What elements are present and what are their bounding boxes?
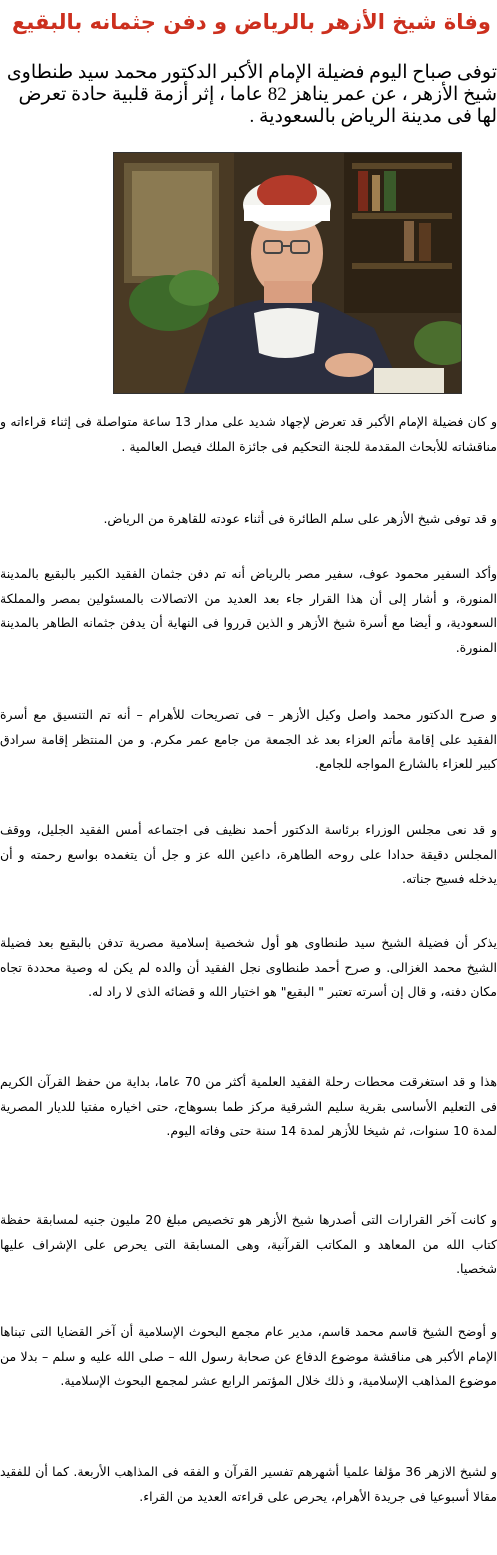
article-paragraph-5: و قد نعى مجلس الوزراء برئاسة الدكتور أحمد نظيف فى اجتماعه أمس الفقيد الجليل، ووقف المجلس دقيقة حدادا على روحه الطاهرة، داعين الله عز و جل أن يتغمده بواسع رحمته و أن يدخله فسيح جناته. [0,822,497,886]
article-paragraph-1: و كان فضيلة الإمام الأكبر قد تعرض لإجهاد شديد على مدار 13 ساعة متواصلة فى إثناء قراءاته و مناقشاته للأبحاث المقدمة للجنة التحكيم فى جائزة الملك فيصل العالمية . [0,414,497,454]
article-paragraph-3: وأكد السفير محمود عوف، سفير مصر بالرياض أنه تم دفن جثمان الفقيد الكبير بالبقيع بالمدينة المنورة، و أشار إلى أن هذا القرار جاء بعد العديد من الاتصالات بالمسئولين بمصر والمملكة السعودية، و أيضا مع أسرة شيخ الأزهر و الذين قرروا فى النهاية أن يدفن جثمانه الطاهر بالمدينة المنورة. [0,566,497,655]
article-title: وفاة شيخ الأزهر بالرياض و دفن جثمانه بالبقيع [12,10,491,34]
article-paragraph-9: و أوضح الشيخ قاسم محمد قاسم، مدير عام مجمع البحوث الإسلامية أن آخر القضايا التى تبناها الإمام الأكبر هى مناقشة موضوع الدفاع عن صحابة رسول الله – صلى الله عليه و سلم – بدلا من موضوع المذاهب الإسلامية، و ذلك خلال المؤتمر الرابع عشر لمجمع البحوث الإسلامية. [0,1324,497,1388]
article-paragraph-8: و كانت آخر القرارات التى أصدرها شيخ الأزهر هو تخصيص مبلغ 20 مليون جنيه لمسابقة حفظة كتاب الله من المعاهد و المكاتب القرآنية، وهى المسابقة التى يحرص على الإشراف عليها شخصيا. [0,1212,497,1276]
article-lead: توفى صباح اليوم فضيلة الإمام الأكبر الدكتور محمد سيد طنطاوى شيخ الأزهر ، عن عمر يناهز 82 عاما ، إثر أزمة قلبية حادة تعرض لها فى مدينة الرياض بالسعودية . [6,62,497,127]
article-paragraph-4: و صرح الدكتور محمد واصل وكيل الأزهر – فى تصريحات للأهرام – أنه تم التنسيق مع أسرة الفقيد على إقامة مأتم العزاء بعد غد الجمعة من جامع عمر مكرم. و من المنتظر إقامة سرادق كبير للعزاء بالشارع المواجه للجامع. [0,707,497,771]
article-paragraph-6: يذكر أن فضيلة الشيخ سيد طنطاوى هو أول شخصية إسلامية مصرية تدفن بالبقيع بعد فضيلة الشيخ محمد الغزالى. و صرح أحمد طنطاوى نجل الفقيد أن والده لم يكن له وصية محددة تجاه مكان دفنه، و قال إن أسرته تعتبر " البقيع" هو اختيار الله و قضائه الذى لا راد له. [0,935,497,999]
article-paragraph-2: و قد توفى شيخ الأزهر على سلم الطائرة فى أثناء عودته للقاهرة من الرياض. [103,511,497,526]
article-photo [113,152,462,394]
article-paragraph-7: هذا و قد استغرقت محطات رحلة الفقيد العلمية أكثر من 70 عاما، بداية من حفظ القرآن الكريم فى التعليم الأساسى بقرية سليم الشرقية مركز طما بسوهاج، حتى اخياره مفتيا للديار المصرية لمدة 10 سنوات، ثم شيخا للأزهر لمدة 14 سنة حتى وفاته اليوم. [0,1074,497,1138]
article-paragraph-10: و لشيخ الازهر 36 مؤلفا علميا أشهرهم تفسير القرآن و الفقه فى المذاهب الأربعة. كما أن للفقيد مقالا أسبوعيا فى جريدة الأهرام، يحرص على قراءته العديد من القراء. [0,1464,497,1504]
